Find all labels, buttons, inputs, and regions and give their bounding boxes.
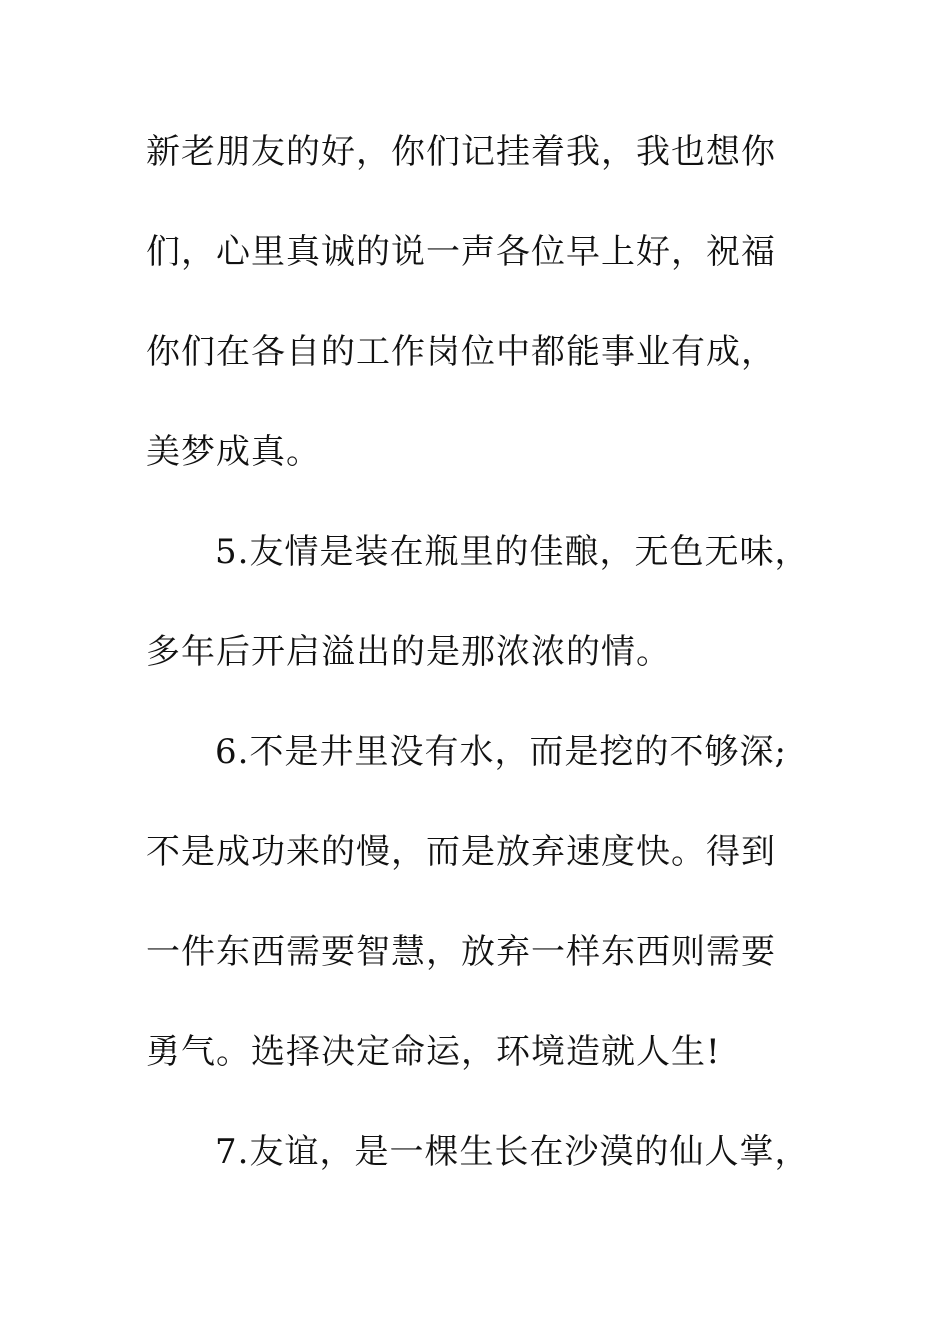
text-line: 你们在各自的工作岗位中都能事业有成， <box>146 332 776 372</box>
text-line: 不是成功来的慢，而是放弃速度快。得到 <box>146 832 776 872</box>
text-line: 一件东西需要智慧，放弃一样东西则需要 <box>146 932 776 972</box>
text-line: 6.不是井里没有水，而是挖的不够深; <box>215 732 787 772</box>
text-line: 们，心里真诚的说一声各位早上好，祝福 <box>146 232 776 272</box>
text-line: 多年后开启溢出的是那浓浓的情。 <box>146 632 671 672</box>
text-line: 勇气。选择决定命运，环境造就人生! <box>146 1032 721 1072</box>
text-line: 新老朋友的好，你们记挂着我，我也想你 <box>146 132 776 172</box>
text-line: 7.友谊，是一棵生长在沙漠的仙人掌， <box>215 1132 810 1172</box>
text-line: 美梦成真。 <box>146 432 321 472</box>
text-line: 5.友情是装在瓶里的佳酿，无色无味， <box>215 532 810 572</box>
